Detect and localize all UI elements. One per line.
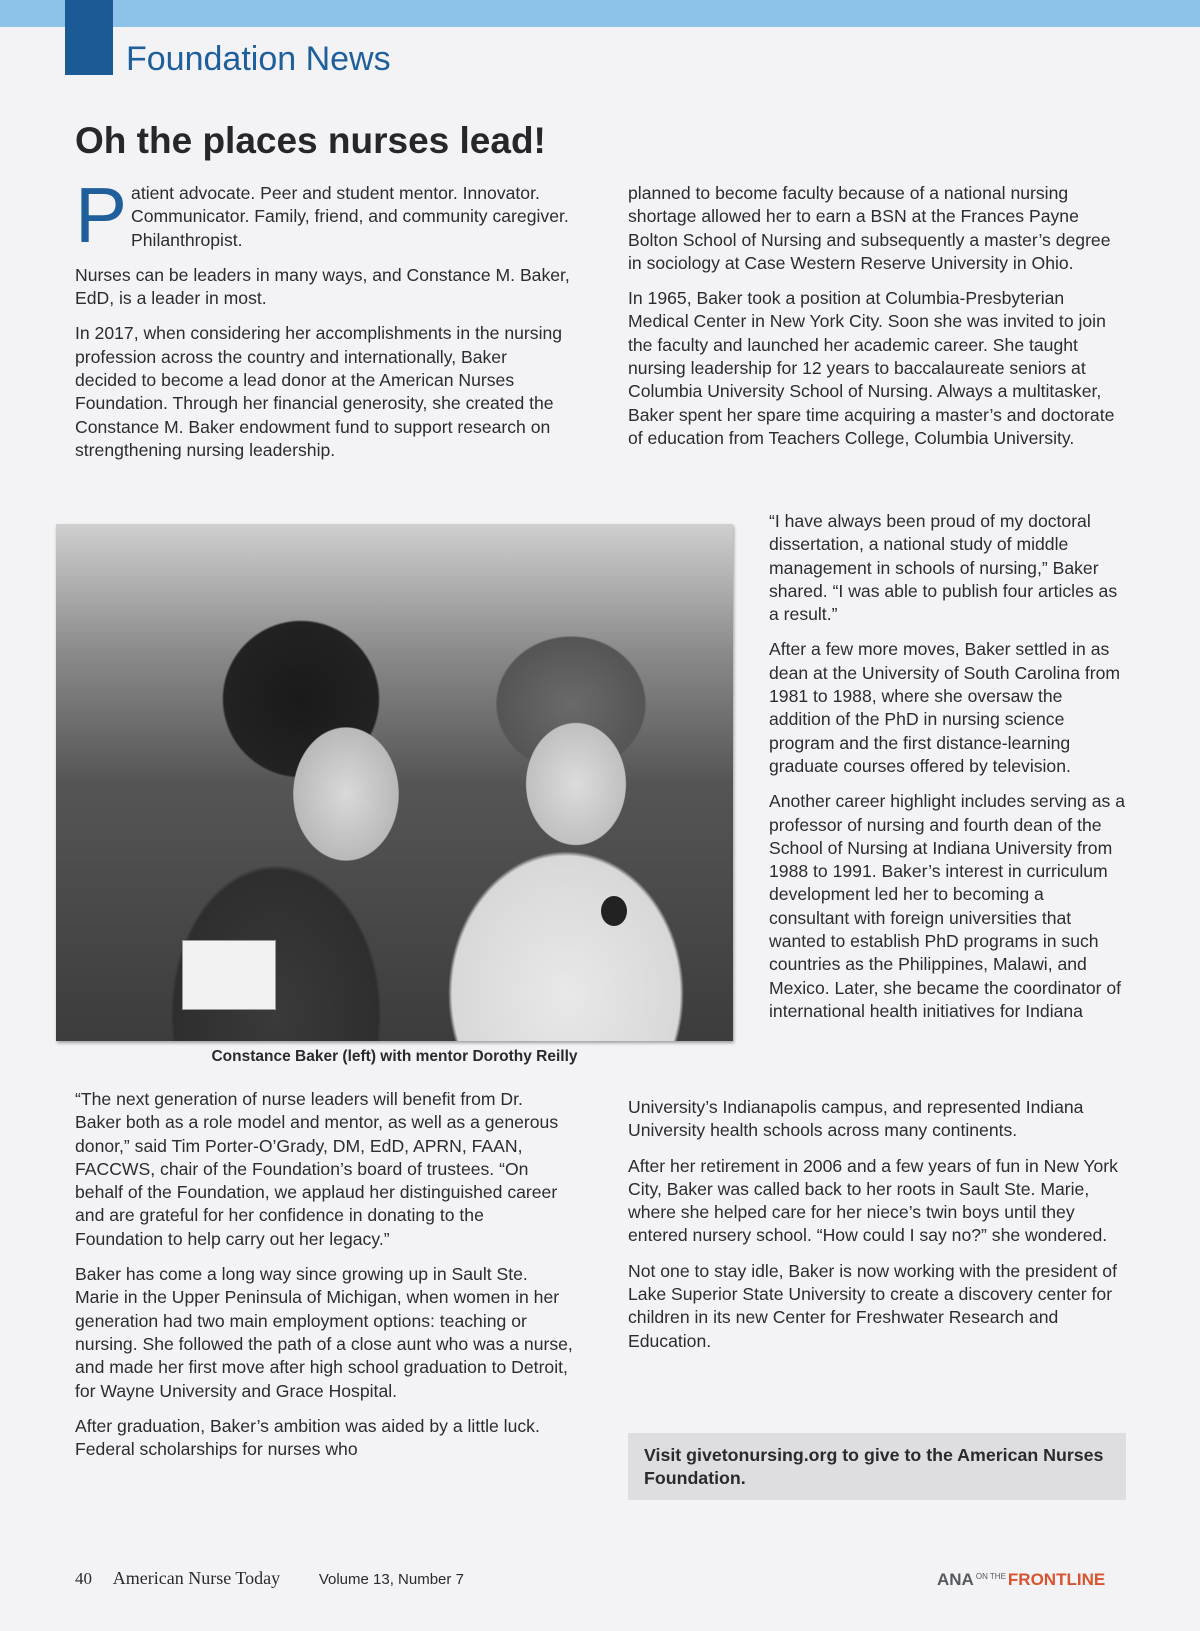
body-paragraph: In 2017, when considering her accomplishments in the nursing profession across the country and internationally, Baker decided to become a lead donor at the American Nurses Foundation. Through her financial generosity, she created the Constance M. Baker endowment fund to support research on strengthening nursing leadership. — [75, 323, 563, 460]
body-paragraph: In 1965, Baker took a position at Columbia-Presbyterian Medical Center in New York City. Soon she was invited to join the faculty and launched her academic career. She taught nursing leadership for 12 years to baccalaureate seniors at Columbia University School of Nursing. Always a multitasker, Baker spent her spare time acquiring a master’s and doctorate of education from Teachers College, Columbia University. — [628, 288, 1115, 448]
page-footer — [75, 1568, 464, 1589]
body-paragraph: Another career highlight includes serving as a professor of nursing and fourth dean of the School of Nursing at Indiana University from 1988 to 1991. Baker’s interest in curriculum development led her to becoming a consultant with foreign universities that wanted to establish PhD programs in such countries as the Philippines, Malawi, and Mexico. Later, she became the coordinator of international health initiatives for Indiana — [769, 791, 1125, 1021]
donation-callout-box — [628, 1433, 1126, 1500]
column-left-top — [75, 171, 573, 474]
intro-paragraph — [75, 171, 573, 259]
article-headline: Oh the places nurses lead! — [75, 120, 546, 161]
body-paragraph: Nurses can be leaders in many ways, and Constance M. Baker, EdD, is a leader in most. — [75, 264, 570, 309]
page-number: 40 — [75, 1569, 92, 1588]
quote-paragraph: “I have always been proud of my doctoral dissertation, a national study of middle management in schools of nursing,” Baker shared. “I was able to publish four articles as a result.” — [769, 511, 1118, 625]
lapel-pin-image — [599, 894, 629, 928]
section-marker-block — [65, 0, 113, 75]
body-paragraph: After graduation, Baker’s ambition was aided by a little luck. Federal scholarships for nurses who — [75, 1415, 540, 1460]
article-photo — [56, 524, 733, 1041]
top-color-band — [0, 0, 1200, 27]
photo-caption: Constance Baker (left) with mentor Dorothy Reilly — [211, 1048, 578, 1065]
magazine-name: American Nurse Today — [112, 1568, 281, 1588]
intro-text: atient advocate. Peer and student mentor. Innovator. Communicator. Family, friend, and community caregiver. Philanthropist. — [131, 183, 569, 250]
body-paragraph: University’s Indianapolis campus, and represented Indiana University health schools across many continents. — [628, 1097, 1084, 1141]
donation-callout-text: Visit givetonursing.org to give to the American Nurses Foundation. — [644, 1445, 1104, 1488]
column-right-top — [628, 182, 1126, 462]
column-right-narrow — [769, 510, 1126, 1035]
body-paragraph: After a few more moves, Baker settled in as dean at the University of South Carolina from 1981 to 1988, where she oversaw the addition of the PhD in nursing science program and the first distance-learning graduate courses offered by television. — [769, 639, 1121, 776]
logo-on-the: ON THE — [975, 1572, 1006, 1581]
issue-volume: Volume 13, Number 7 — [318, 1571, 464, 1588]
name-badge-image — [182, 940, 276, 1010]
drop-cap: P — [75, 171, 128, 259]
quote-paragraph: “The next generation of nurse leaders will benefit from Dr. Baker both as a role model and mentor, as well as a generous donor,” said Tim Porter-O’Grady, DM, EdD, APRN, FAAN, FACCWS, chair of the Foundation’s board of trustees. “On behalf of the Foundation, we applaud her distinguished career and are grateful for her confidence in donating to the Foundation to help carry out her legacy.” — [75, 1089, 559, 1249]
column-left-bottom — [75, 1088, 573, 1473]
logo-frontline: FRONTLINE — [1007, 1570, 1106, 1589]
section-title: Foundation News — [126, 40, 391, 78]
body-paragraph: After her retirement in 2006 and a few years of fun in New York City, Baker was called back to her roots in Sault Ste. Marie, where she helped care for her niece’s twin boys until they entered nursery school. “How could I say no?” she wondered. — [628, 1155, 1118, 1246]
logo-ana: ANA — [937, 1570, 974, 1589]
body-paragraph: planned to become faculty because of a national nursing shortage allowed her to earn a BSN at the Frances Payne Bolton School of Nursing and subsequently a master’s degree in sociology at Case Western Reserve University in Ohio. — [628, 183, 1111, 273]
body-paragraph: Not one to stay idle, Baker is now working with the president of Lake Superior State University to create a discovery center for children in its new Center for Freshwater Research and Education. — [628, 1260, 1117, 1351]
column-right-bottom — [628, 1096, 1126, 1365]
ana-frontline-logo — [937, 1570, 1105, 1590]
body-paragraph: Baker has come a long way since growing up in Sault Ste. Marie in the Upper Peninsula of Michigan, when women in her generation had two main employment options: teaching or nursing. She followed the path of a close aunt who was a nurse, and made her first move after high school graduation to Detroit, for Wayne University and Grace Hospital. — [75, 1264, 573, 1401]
